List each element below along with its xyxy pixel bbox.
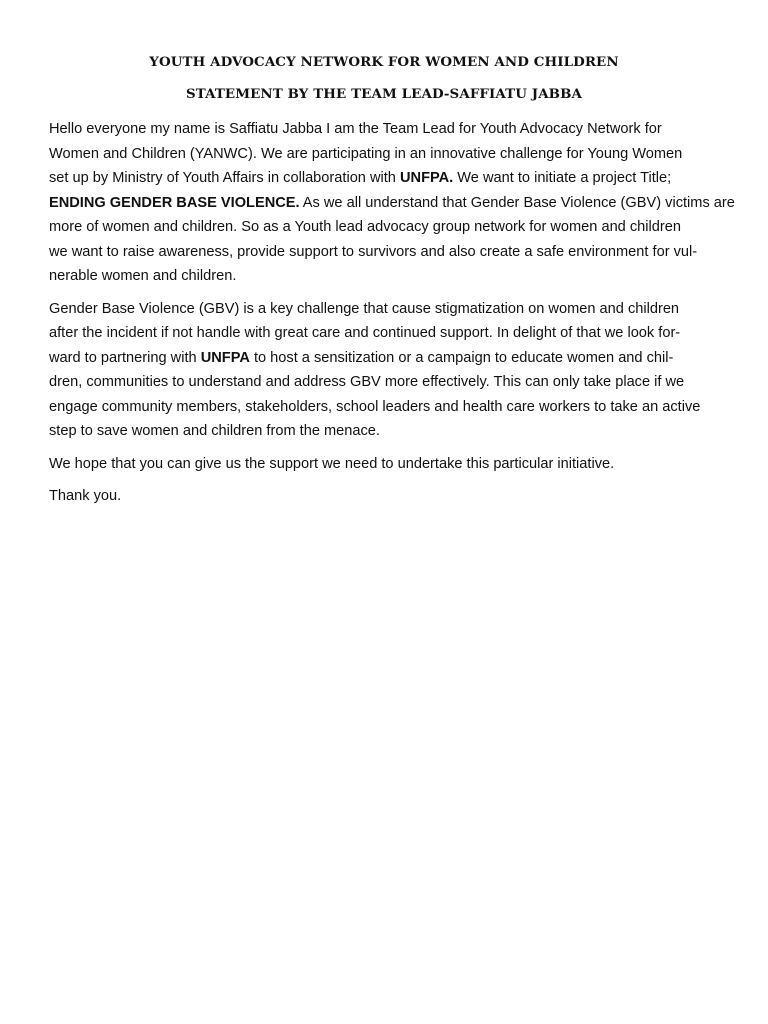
paragraph-line: Hello everyone my name is Saffiatu Jabba I am the Team Lead for Youth Advocacy Network for <box>49 121 662 137</box>
document-title: YOUTH ADVOCACY NETWORK FOR WOMEN AND CHILDREN <box>149 54 619 70</box>
project-title-bold-text: ENDING GENDER BASE VIOLENCE. <box>49 194 300 211</box>
paragraph-line <box>49 166 719 191</box>
paragraph-text: As we all understand that Gender Base Violence (GBV) victims are <box>299 194 735 211</box>
paragraph-line: after the incident if not handle with great care and continued support. In delight of that we look for- <box>49 325 681 341</box>
paragraph-line: more of women and children. So as a Youth lead advocacy group network for women and children <box>49 219 681 235</box>
paragraph-text: We want to initiate a project Title; <box>453 170 672 186</box>
paragraph-text: to host a sensitization or a campaign to educate women and chil- <box>249 349 674 366</box>
unfpa-bold-text: UNFPA. <box>399 170 454 186</box>
paragraph-line: nerable women and children. <box>49 268 237 284</box>
paragraph-line: Women and Children (YANWC). We are participating in an innovative challenge for Young Women <box>49 145 683 162</box>
paragraph-support-request: We hope that you can give us the support we need to undertake this particular initiative. <box>49 455 615 472</box>
paragraph-line <box>49 346 719 371</box>
paragraph-line: we want to raise awareness, provide support to survivors and also create a safe environment for vul- <box>49 243 698 260</box>
paragraph-line <box>49 191 735 216</box>
paragraph-introduction <box>49 117 735 289</box>
document-subtitle: STATEMENT BY THE TEAM LEAD-SAFFIATU JABBA <box>185 86 583 102</box>
paragraph-text: ward to partnering with <box>49 349 201 366</box>
paragraph-line: engage community members, stakeholders, school leaders and health care workers to take an active <box>49 398 701 415</box>
paragraph-line: step to save women and children from the menace. <box>49 423 380 439</box>
paragraph-gbv-challenge <box>49 297 719 444</box>
paragraph-line: dren, communities to understand and address GBV more effectively. This can only take place if we <box>49 374 685 390</box>
paragraph-text: set up by Ministry of Youth Affairs in collaboration with <box>49 170 400 186</box>
paragraph-line: Gender Base Violence (GBV) is a key challenge that cause stigmatization on women and children <box>49 300 680 317</box>
unfpa-bold-text: UNFPA <box>200 349 250 366</box>
closing-text: Thank you. <box>49 488 122 504</box>
